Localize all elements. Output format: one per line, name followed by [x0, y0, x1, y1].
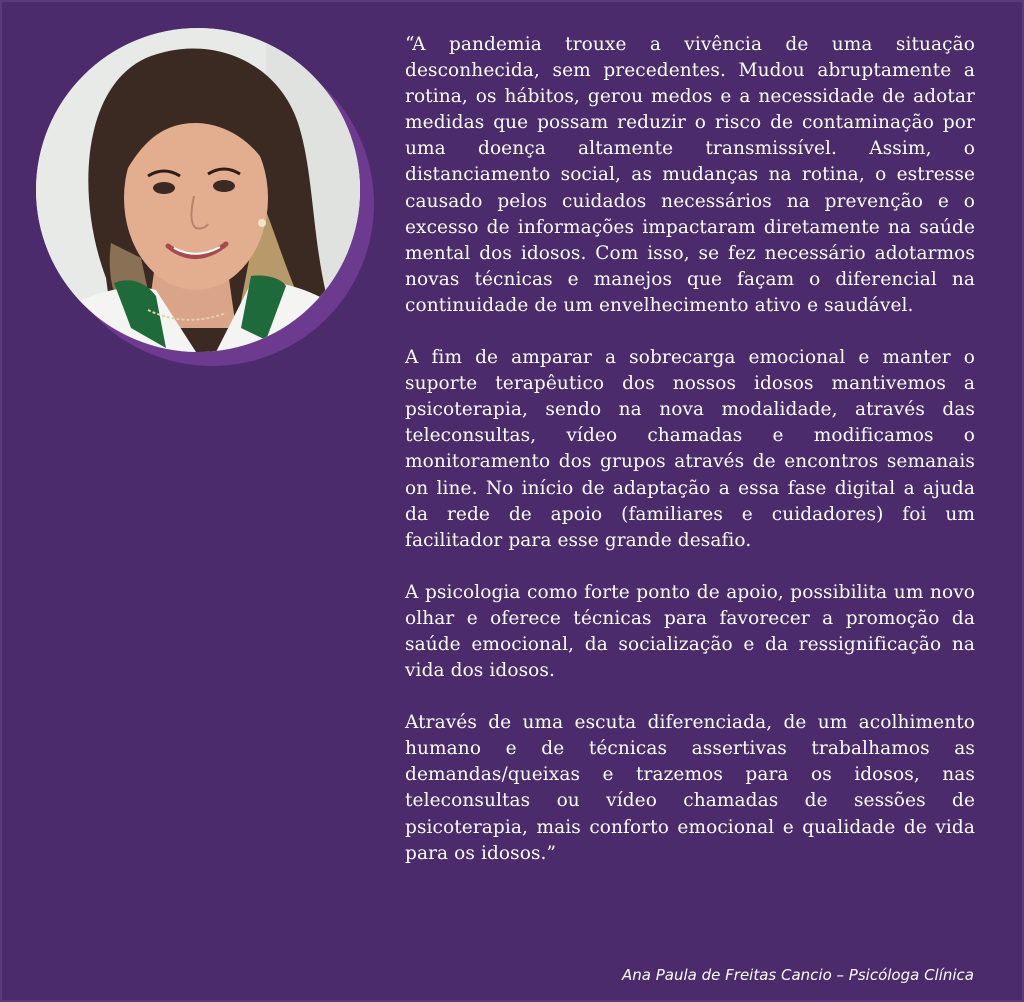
author-signature: Ana Paula de Freitas Cancio – Psicóloga Clínica — [622, 966, 974, 984]
testimonial-quote — [405, 32, 975, 893]
portrait-photo — [36, 28, 360, 352]
quote-paragraph-1: “A pandemia trouxe a vivência de uma situação desconhecida, sem precedentes. Mudou abruptamente a rotina, os hábitos, gerou medos e a necessidade de adotar medidas que possam reduzir o risco de contaminação por uma doença altamente transmissível. Assim, o distanciamento social, as mudanças na rotina, o estresse causado pelos cuidados necessários na prevenção e o excesso de informações impactaram diretamente na saúde mental dos idosos. Com isso, se fez necessário adotarmos novas técnicas e manejos que façam o diferencial na continuidade de um envelhecimento ativo e saudável. — [405, 34, 975, 316]
person-photo-icon — [36, 28, 360, 352]
quote-paragraph-4: Através de uma escuta diferenciada, de um acolhimento humano e de técnicas assertivas trabalhamos as demandas/queixas e trazemos para os idosos, nas teleconsultas ou vídeo chamadas de sessões de psicoterapia, mais conforto emocional e qualidade de vida para os idosos.” — [405, 712, 975, 864]
portrait-container — [36, 28, 374, 366]
quote-paragraph-3: A psicologia como forte ponto de apoio, possibilita um novo olhar e oferece técnicas para favorecer a promoção da saúde emocional, da socialização e da ressignificação na vida dos idosos. — [405, 581, 975, 682]
quote-paragraph-2: A fim de amparar a sobrecarga emocional e manter o suporte terapêutico dos nossos idosos mantivemos a psicoterapia, sendo na nova modalidade, através das teleconsultas, vídeo chamadas e modificamos o monitoramento dos grupos através de encontros semanais on line. No início de adaptação a essa fase digital a ajuda da rede de apoio (familiares e cuidadores) foi um facilitador para esse grande desafio. — [405, 347, 975, 551]
